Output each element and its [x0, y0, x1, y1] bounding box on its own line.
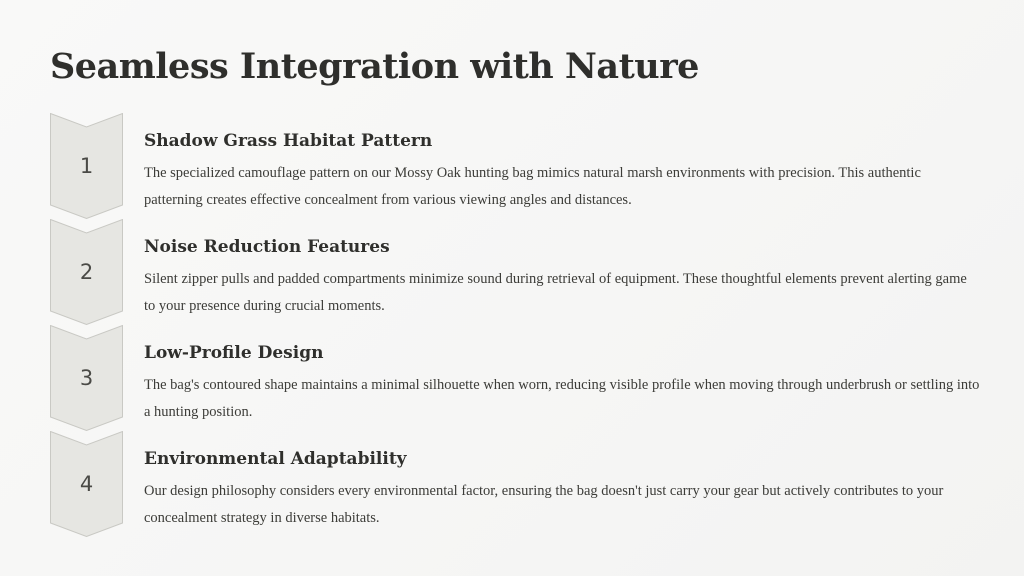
- step-number: 1: [79, 154, 94, 178]
- step-1-content: [144, 129, 984, 214]
- step-heading: Low-Profile Design: [144, 343, 324, 363]
- step-3-content: [144, 341, 984, 426]
- step-number: 3: [79, 366, 94, 390]
- step-4-chevron: [50, 431, 123, 537]
- step-heading: Noise Reduction Features: [144, 237, 390, 257]
- step-description: The specialized camouflage pattern on our Mossy Oak hunting bag mimics natural marsh environments with precision. This authentic patterning creates effective concealment from various viewing angles and distances.: [144, 165, 921, 208]
- page-title: Seamless Integration with Nature: [50, 46, 699, 87]
- step-2-content: [144, 235, 984, 320]
- step-description: Our design philosophy considers every environmental factor, ensuring the bag doesn't just carry your gear but actively contributes to your concealment strategy in diverse habitats.: [144, 483, 944, 526]
- step-4-content: [144, 447, 984, 532]
- step-2-chevron: [50, 219, 123, 325]
- step-3-chevron: [50, 325, 123, 431]
- step-description: Silent zipper pulls and padded compartments minimize sound during retrieval of equipment. These thoughtful elements prevent alerting game to your presence during crucial moments.: [144, 271, 967, 314]
- step-description: The bag's contoured shape maintains a minimal silhouette when worn, reducing visible profile when moving through underbrush or settling into a hunting position.: [144, 377, 980, 420]
- step-1-chevron: [50, 113, 123, 219]
- step-number: 4: [79, 472, 94, 496]
- step-heading: Environmental Adaptability: [144, 449, 407, 469]
- step-heading: Shadow Grass Habitat Pattern: [144, 131, 433, 151]
- step-number: 2: [79, 260, 94, 284]
